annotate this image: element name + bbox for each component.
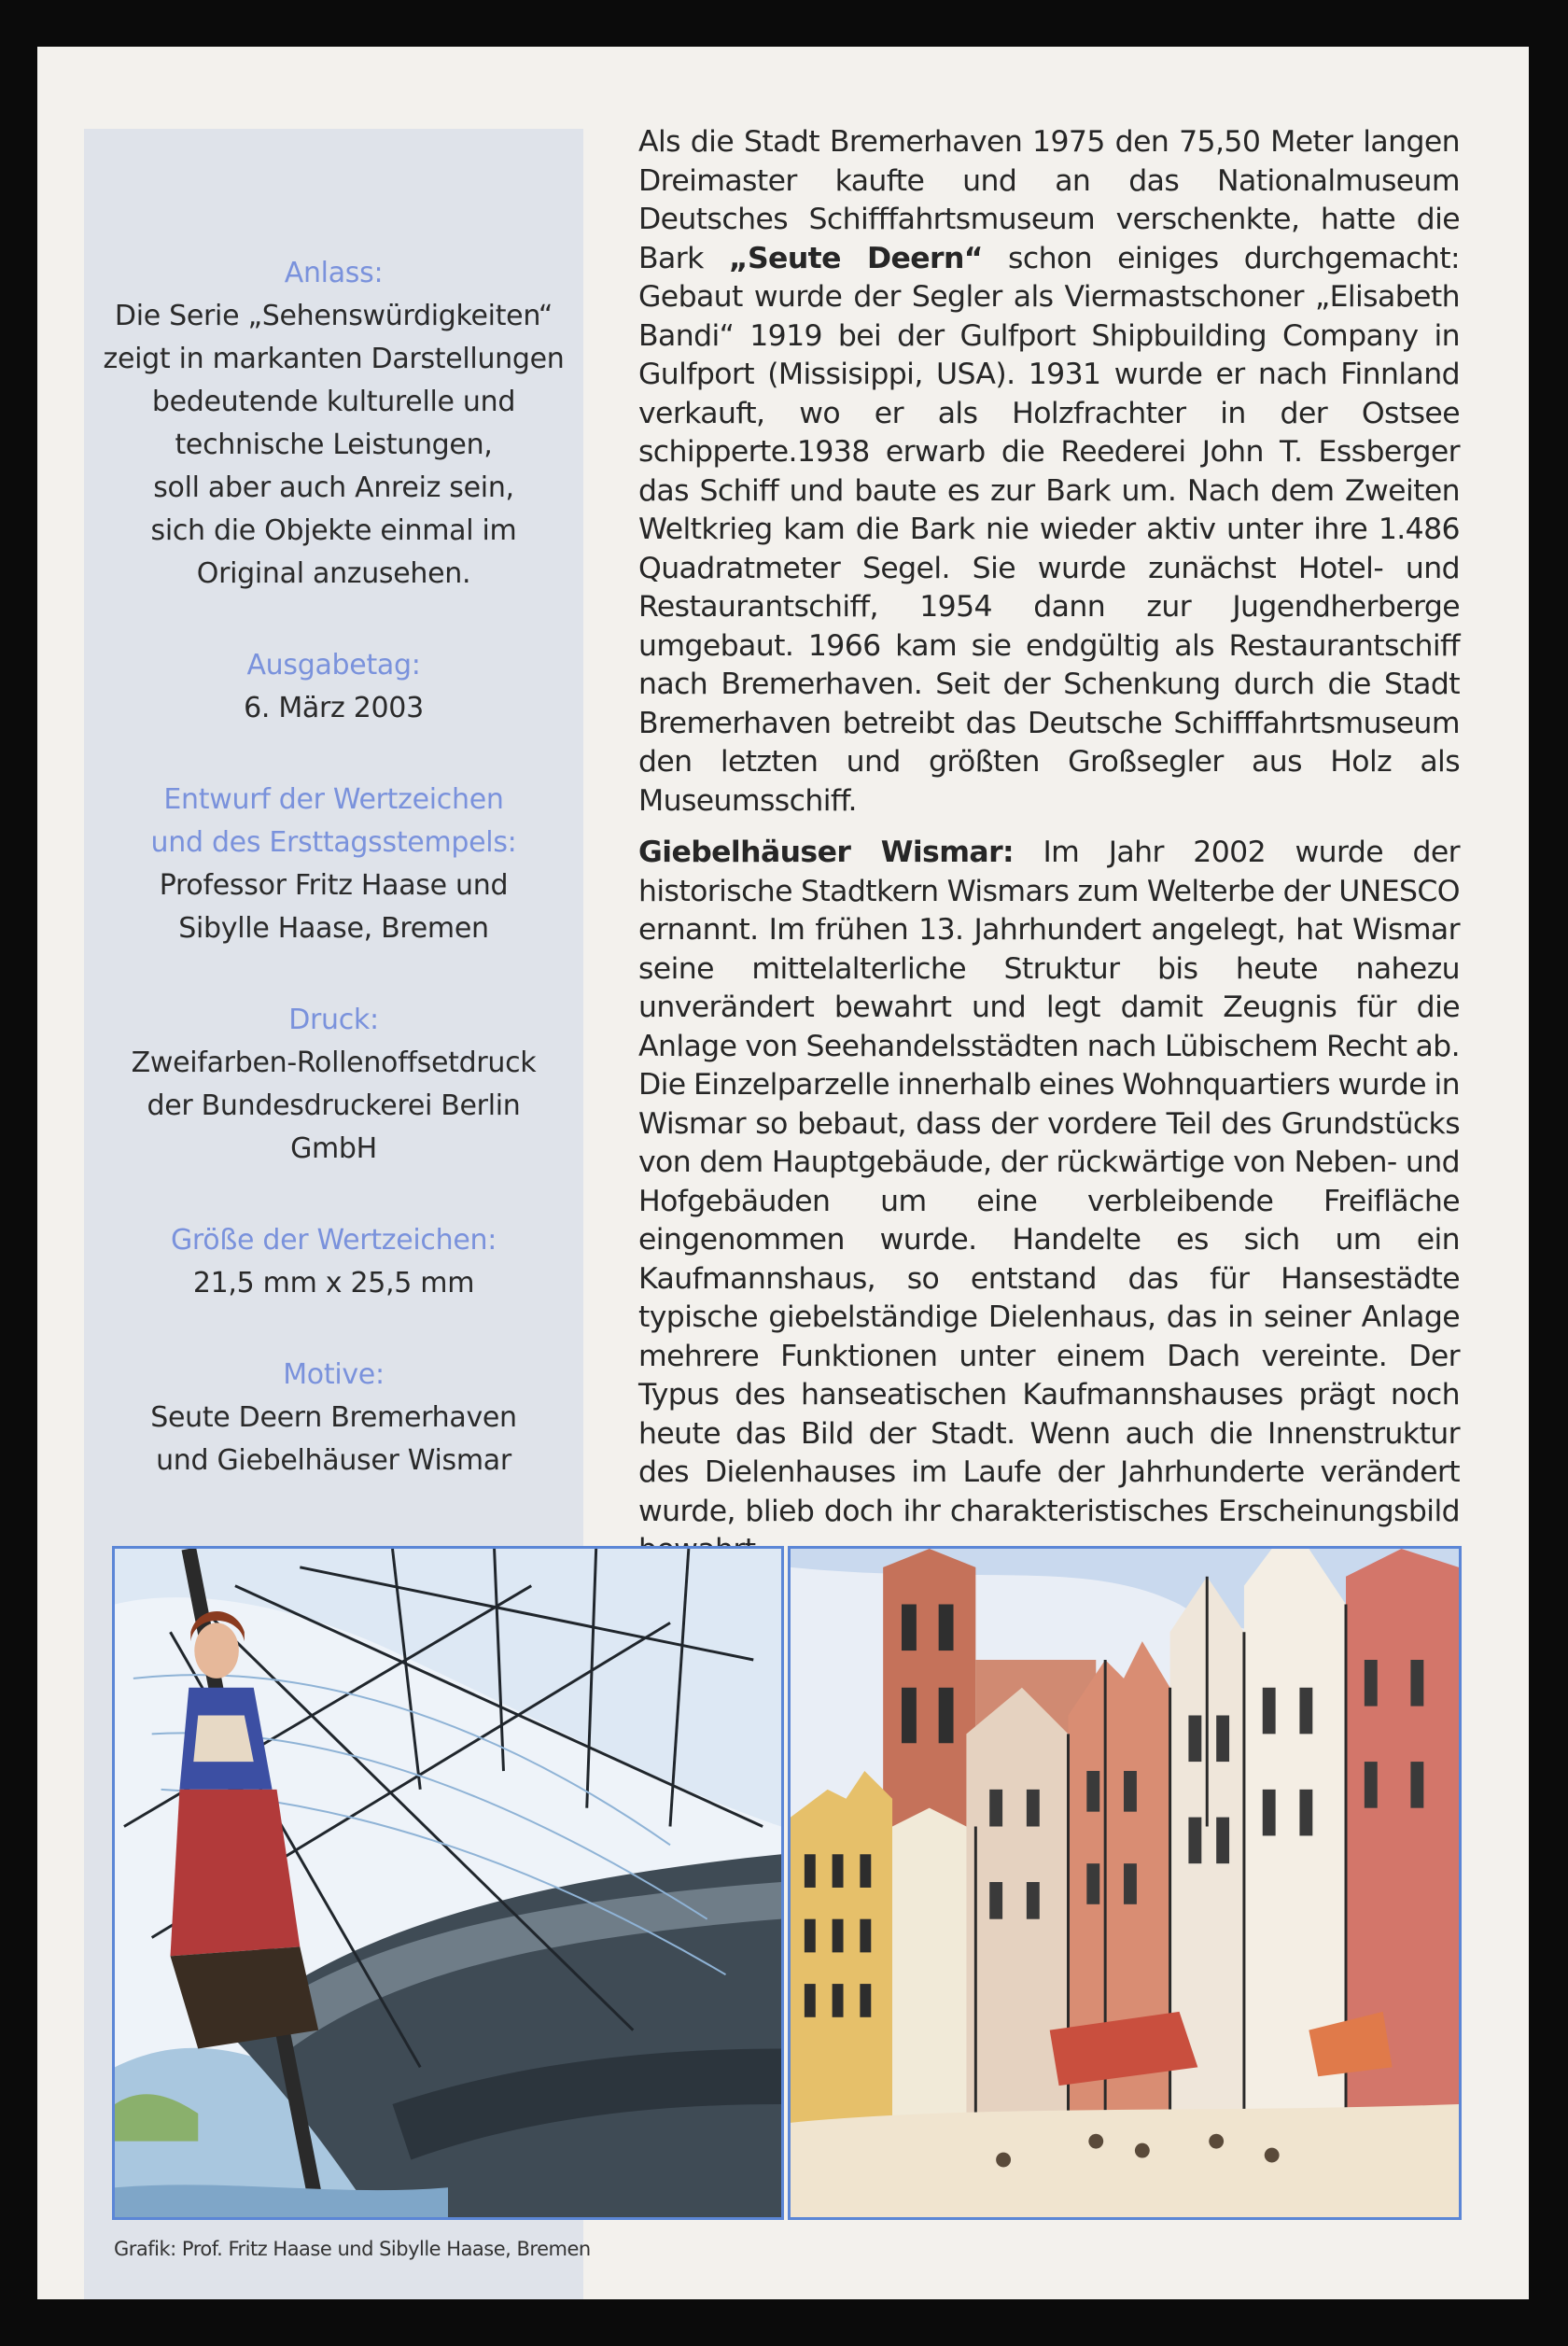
section-line: Seute Deern Bremerhaven bbox=[150, 1401, 517, 1434]
section-heading: Größe der Wertzeichen: bbox=[170, 1224, 497, 1257]
section-heading-line: Entwurf der Wertzeichen bbox=[163, 783, 504, 816]
section-heading bbox=[84, 779, 583, 864]
section-line: Sibylle Haase, Bremen bbox=[178, 912, 489, 945]
paragraph-text: Im Jahr 2002 wurde der historische Stadtkern Wismars zum Welterbe der UNESCO ernannt. Im frühen 13. Jahrhundert angelegt, hat Wismar seine mittelalterliche Struktur bis heute nahezu unverändert bewahrt und legt damit Zeugnis für die Anlage von Seehandelsstädten nach Lübischem Recht ab. Die Einzelparzelle innerhalb eines Wohnquartiers wurde in Wismar so bebaut, dass der vordere Teil des Grundstücks von dem Hauptgebäude, der rückwärtige von Neben- und Hofgebäuden um eine verbleibende Freifläche eingenommen wurde. Handelte es sich um ein Kaufmannshaus, so entstand das für Hansestädte typische giebelständige Dielenhaus, das in seiner Anlage mehrere Funktionen unter einem Dach vereinte. Der Typus des hanseatischen Kaufmannshauses prägt noch heute das Bild der Stadt. Wenn auch die Innenstruktur des Dielenhauses im Laufe der Jahrhunderte verändert wurde, blieb doch ihr charakteristisches Erscheinungsbild bbox=[638, 836, 1461, 1528]
section-line: Die Serie „Sehenswürdigkeiten“ bbox=[114, 300, 553, 332]
bold-term: Giebelhäuser Wismar: bbox=[638, 836, 1015, 869]
info-sheet bbox=[37, 47, 1529, 2299]
section-line: soll aber auch Anreiz sein, bbox=[153, 471, 514, 504]
section-line: Professor Fritz Haase und bbox=[159, 869, 509, 902]
image-credit: Grafik: Prof. Fritz Haase und Sibylle Haase, Bremen bbox=[114, 2238, 591, 2260]
section-motive bbox=[84, 1354, 583, 1482]
section-body bbox=[84, 687, 583, 730]
section-anlass bbox=[84, 252, 583, 596]
section-heading: Motive: bbox=[283, 1358, 385, 1391]
paragraph-text: Als die Stadt Bremerhaven 1975 den 75,50 Meter langen Dreimaster kaufte und an das Nationalmuseum Deutsches Schifffahrtsmuseum verschenkte, hatte die Bark bbox=[638, 125, 1460, 275]
sidebar-content bbox=[84, 129, 583, 1531]
section-line: zeigt in markanten Darstellungen bbox=[103, 343, 565, 375]
wismar-illustration bbox=[788, 1546, 1462, 2220]
section-line: und Giebelhäuser Wismar bbox=[156, 1444, 511, 1477]
section-line: GmbH bbox=[290, 1132, 377, 1165]
section-line: 6. März 2003 bbox=[244, 692, 424, 724]
section-body bbox=[84, 1397, 583, 1482]
section-line: 21,5 mm x 25,5 mm bbox=[192, 1267, 475, 1299]
section-body bbox=[84, 1262, 583, 1305]
section-line: Zweifarben-Rollenoffsetdruck bbox=[131, 1047, 537, 1079]
article-paragraph-seute-deern bbox=[638, 123, 1460, 821]
section-body bbox=[84, 864, 583, 950]
wismar-drawing bbox=[791, 1549, 1459, 2217]
section-heading-line: und des Ersttagsstempels: bbox=[150, 826, 517, 859]
section-body bbox=[84, 1042, 583, 1171]
bold-term: „Seute Deern“ bbox=[728, 241, 983, 275]
section-line: technische Leistungen, bbox=[175, 428, 493, 461]
section-entwurf bbox=[84, 779, 583, 950]
section-line: Original anzusehen. bbox=[196, 557, 471, 590]
paragraph-text: schon einiges durchgemacht: Gebaut wurde der Segler als Viermastschoner „Elisabeth Bandi“ 1919 bei der Gulfport Shipbuilding Company in Gulfport (Missisippi, USA). 1931 wurde er nach Finnland verkauft, wo er als Holzfrachter in der Ostsee schipperte.1938 erwarb die Reederei John T. Essberger das Schiff und baute es zur Bark um. Nach dem Zweiten Weltkrieg kam die Bark nie wieder aktiv unter ihre 1.486 Quadratmeter Segel. Sie wurde zunächst Hotel- und Restaurantschiff, 1954 dann zur Jugendherberge umgebaut. 1966 kam sie endgültig als Restaurantschiff nach Bremerhaven. Seit der Schenkung durch die Stadt Bremerhaven betreibt das Deutsche Schifffahrtsmuseum den letzten und größten Großsegler aus Holz als Museumsschiff. bbox=[638, 241, 1461, 818]
section-line: der Bundesdruckerei Berlin bbox=[147, 1089, 521, 1122]
section-ausgabetag bbox=[84, 644, 583, 730]
section-heading: Druck: bbox=[288, 1004, 379, 1036]
section-heading: Ausgabetag: bbox=[246, 649, 421, 681]
ship-illustration bbox=[112, 1546, 784, 2220]
section-groesse bbox=[84, 1219, 583, 1305]
article-text bbox=[638, 123, 1460, 1583]
section-body bbox=[84, 295, 583, 596]
section-heading: Anlass: bbox=[284, 257, 384, 289]
section-line: bedeutende kulturelle und bbox=[151, 386, 516, 418]
ship-drawing bbox=[115, 1549, 781, 2217]
section-line: sich die Objekte einmal im bbox=[150, 514, 517, 547]
section-druck bbox=[84, 999, 583, 1171]
article-paragraph-wismar bbox=[638, 834, 1460, 1570]
